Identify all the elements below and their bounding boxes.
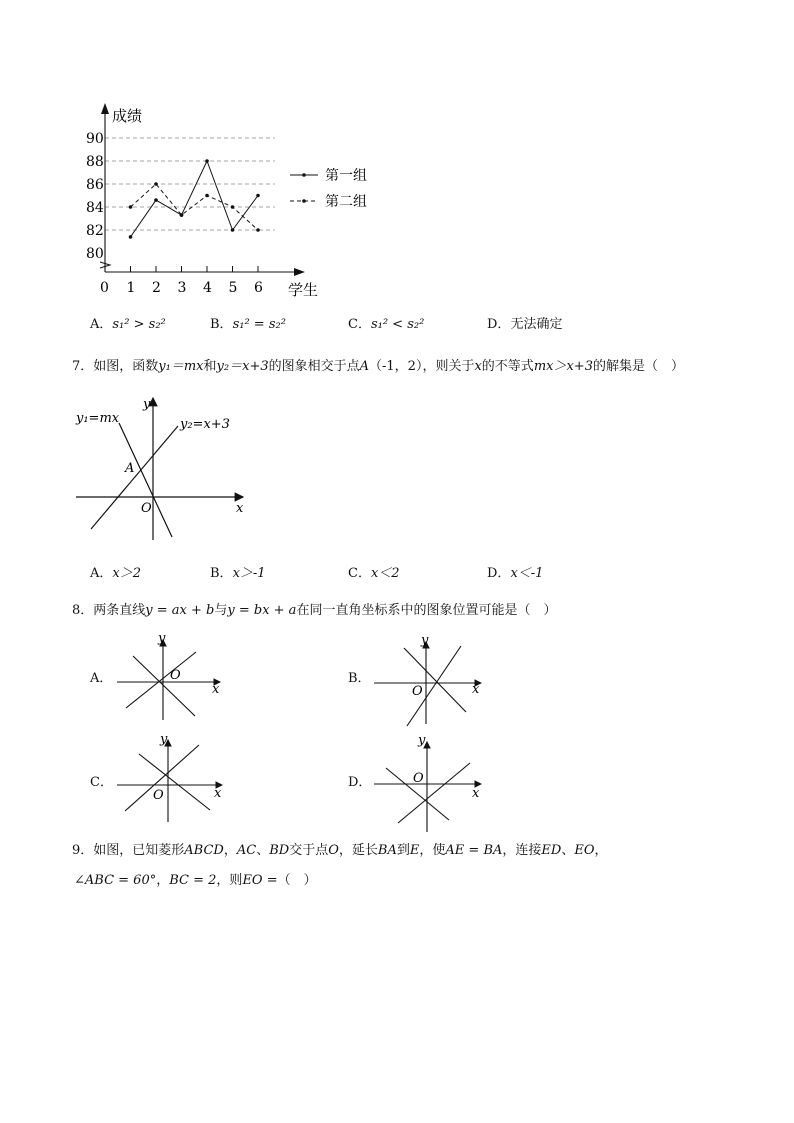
- x-tick-label: 3: [177, 280, 187, 296]
- option-letter: D．: [487, 317, 511, 332]
- svg-text:y: y: [418, 733, 426, 748]
- svg-text:y: y: [160, 732, 168, 747]
- x-tick-label: 1: [126, 280, 136, 296]
- q9-stem-line2: ∠ABC = 60°，BC = 2，则EO =（ ）: [74, 873, 317, 888]
- y-tick-label: 90: [86, 131, 104, 147]
- q7-option-a[interactable]: A．x＞2: [90, 566, 141, 581]
- q7-stem: 7．如图，函数y₁＝mx和y₂＝x+3的图象相交于点A（-1，2），则关于x的不等式mx＞x+3的解集是（ ）: [72, 359, 684, 374]
- svg-text:x: x: [214, 786, 222, 801]
- q8-figure-d: [374, 733, 481, 832]
- y-axis-label: 成绩: [112, 107, 143, 125]
- q8-option-d[interactable]: D．: [348, 775, 372, 790]
- legend-entry: 第一组: [325, 168, 367, 184]
- svg-text:x: x: [472, 786, 480, 801]
- svg-text:x: x: [212, 682, 220, 697]
- y2-label: y₂=x+3: [180, 417, 230, 432]
- q8-option-b[interactable]: B．: [348, 671, 371, 686]
- svg-text:y: y: [158, 631, 166, 646]
- svg-text:O: O: [170, 668, 181, 683]
- y1-label: y₁=mx: [76, 411, 120, 426]
- q7-option-d[interactable]: D．x＜-1: [487, 566, 544, 581]
- q8-figure-a: [117, 631, 220, 720]
- q7-option-c[interactable]: C．x＜2: [348, 566, 400, 581]
- q8-stem: 8．两条直线y = ax + b与y = bx + a在同一直角坐标系中的图象位置可能是（ ）: [72, 603, 557, 618]
- svg-text:O: O: [412, 684, 423, 699]
- x-axis-label: x: [236, 501, 244, 516]
- q8-option-a[interactable]: A．: [90, 671, 113, 686]
- origin-label: O: [141, 501, 152, 516]
- option-letter: A．: [90, 317, 113, 332]
- y-tick-label: 86: [86, 177, 104, 193]
- q8-option-c[interactable]: C．: [90, 775, 113, 790]
- legend-entry: 第二组: [325, 194, 367, 210]
- x-tick-label: 4: [203, 280, 212, 296]
- svg-text:O: O: [413, 771, 424, 786]
- option-text: s₁² < s₂²: [370, 317, 425, 332]
- y-axis-label: y: [143, 397, 151, 412]
- q8-figure-b: [374, 633, 481, 726]
- option-text: s₁² = s₂²: [232, 317, 286, 332]
- option-text: s₁² > s₂²: [112, 317, 166, 332]
- x-axis-label: 学生: [288, 281, 319, 299]
- y-tick-label: 82: [86, 223, 104, 239]
- svg-text:O: O: [153, 788, 164, 803]
- svg-text:y: y: [421, 633, 429, 648]
- y-tick-label: 88: [86, 154, 104, 170]
- q8-figure-c: [117, 732, 222, 822]
- x-tick-label: 2: [152, 280, 161, 296]
- x-tick-label: 5: [228, 280, 238, 296]
- point-a-label: A: [125, 461, 135, 476]
- option-letter: C．: [348, 317, 371, 332]
- option-text: 无法确定: [510, 317, 563, 332]
- svg-text:x: x: [472, 682, 480, 697]
- y-tick-label: 80: [86, 246, 104, 262]
- y-tick-label: 84: [86, 200, 104, 216]
- option-letter: B．: [210, 317, 233, 332]
- x-tick-label: 6: [254, 280, 263, 296]
- q9-stem-line1: 9．如图，已知菱形ABCD，AC、BD交于点O，延长BA到E，使AE = BA，连接ED、EO，: [72, 843, 608, 858]
- origin-label: 0: [100, 280, 109, 296]
- q7-option-b[interactable]: B．x＞-1: [210, 566, 266, 581]
